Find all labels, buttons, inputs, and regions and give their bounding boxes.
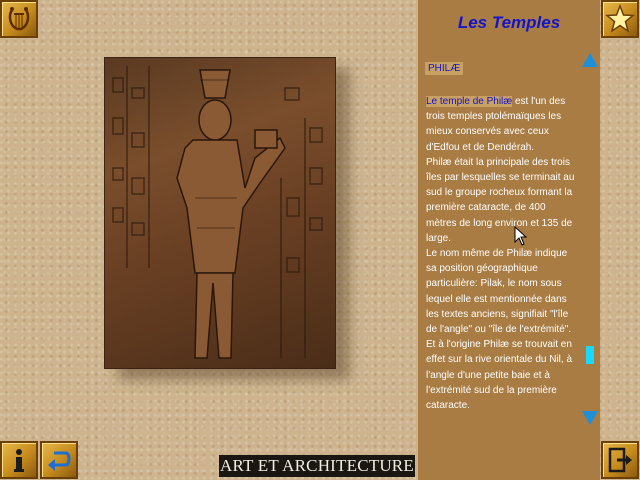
section-title: ART ET ARCHITECTURE <box>220 456 414 475</box>
mouse-cursor-icon <box>514 226 528 251</box>
paragraph-2: Philæ était la principale des trois îles par lesquelles se terminait au sud le groupe rocheux formant la première cataracte, de 400 mètres de long environ et 135 de large. <box>426 156 575 244</box>
back-button[interactable] <box>40 441 78 479</box>
article-text <box>426 94 576 413</box>
scroll-thumb[interactable] <box>586 346 594 364</box>
back-arrow-icon <box>44 445 74 475</box>
music-button[interactable] <box>0 0 38 38</box>
paragraph-4: Et à l'origine Philæ se trouvait en effet sur la rive orientale du Nil, à l'angle d'une petite baie et à l'extrémité sud de la première cataracte. <box>426 339 573 412</box>
exit-icon <box>605 445 635 475</box>
section-tag: PHILÆ <box>425 62 463 75</box>
info-icon <box>4 445 34 475</box>
exit-button[interactable] <box>601 441 639 479</box>
scroll-up-icon[interactable] <box>582 53 598 67</box>
lyre-icon <box>4 4 34 34</box>
paragraph-1: est l'un des trois temples ptolémaïques les mieux conservés avec ceux d'Edfou et de Dendérah. <box>426 96 566 153</box>
temple-relief-photo <box>104 57 336 369</box>
favorites-button[interactable] <box>601 0 639 38</box>
scroll-down-icon[interactable] <box>582 411 598 425</box>
info-button[interactable] <box>0 441 38 479</box>
paragraph-3: Le nom même de Philæ indique sa position géographique particulière: Pilak, le nom sous lequel elle est mentionnée dans les textes anciens, signifiait "l'île de l'angle" ou "île de l'extrémité". <box>426 248 572 336</box>
panel-title: Les Temples <box>457 13 561 32</box>
text-panel <box>418 0 600 480</box>
temple-link[interactable]: Le temple de Philæ <box>426 96 513 107</box>
star-icon <box>605 4 635 34</box>
